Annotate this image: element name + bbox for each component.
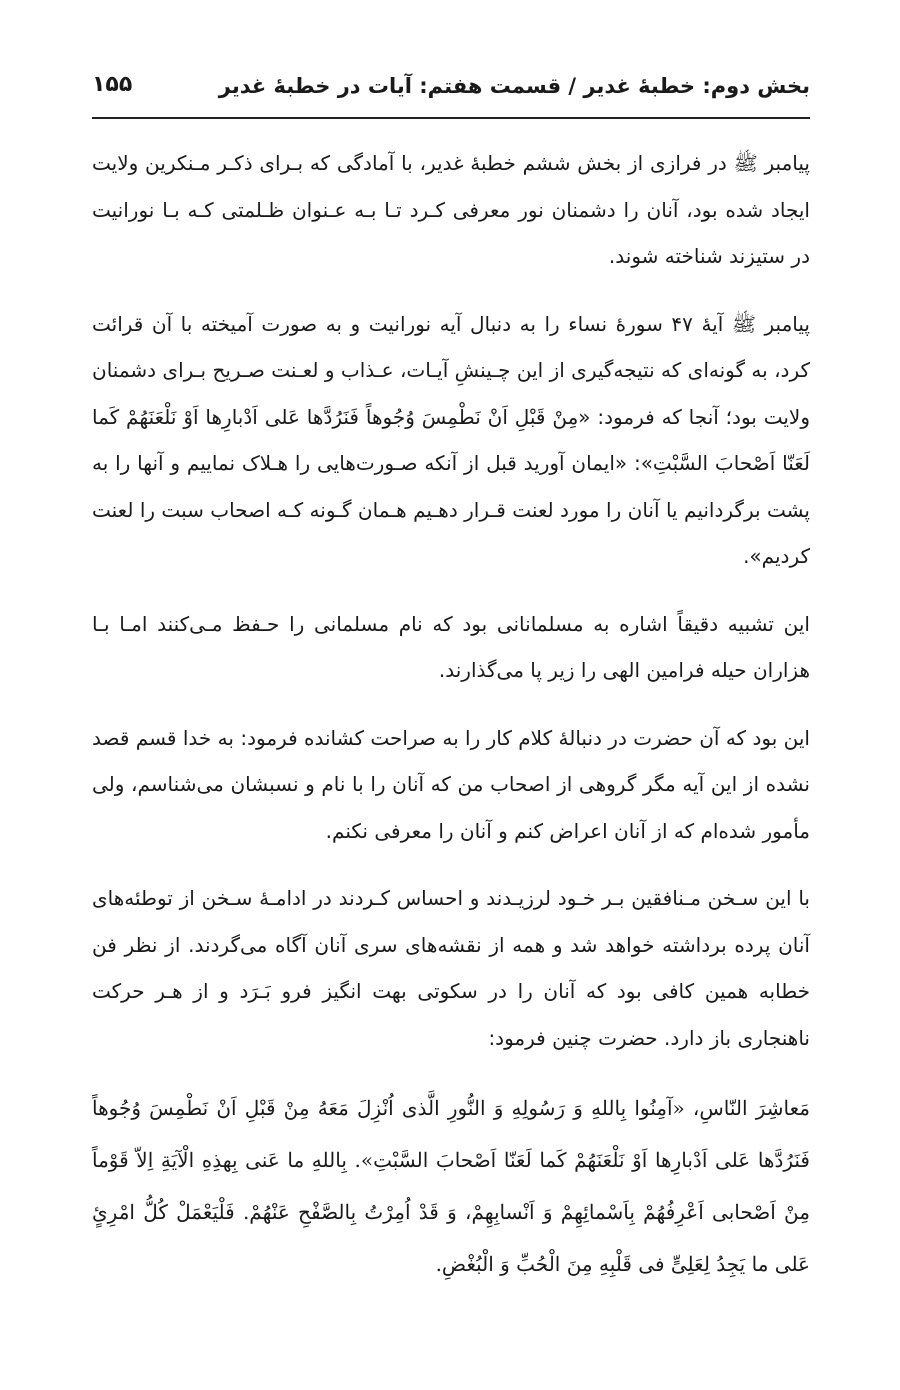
paragraph-5: با این سـخن مـنافقین بـر خـود لرزیـدند و احساس کـردند در ادامـهٔ سـخن از توطئه‌های آنان پرده برداشته خواهد شد و همه از نقشه‌های سری آنان آگاه می‌گردند. از نظر فن خطابه همین کافی بود که آنان را در سکوتی بهت انگیز فرو بَـرَد و از هـر حرکت ناهنجاری باز دارد. حضرت چنین فرمود:	[92, 886, 810, 1050]
paragraph-4: این بود که آن حضرت در دنبالهٔ کلام کار را به صراحت کشانده فرمود: به خدا قسم قصد نشده از این آیه مگر گروهی از اصحاب من که آنان را با نام و نسبشان می‌شناسم، ولی مأمور شده‌ام که از آنان اعراض کنم و آنان را معرفی نکنم.	[92, 725, 810, 843]
page-number: ۱۵۵	[92, 72, 133, 97]
arabic-quote: مَعاشِرَ النّاسِ، «آمِنُوا بِاللهِ وَ رَسُولِهِ وَ النُّورِ الَّذی اُنْزِلَ مَعَهُ مِنْ قَبْلِ اَنْ نَطْمِسَ وُجُوهاً فَنَرُدَّها عَلی اَدْبارِها اَوْ نَلْعَنَهُمْ کَما لَعَنّا اَصْحابَ السَّبْتِ». بِاللهِ ما عَنی بِهذِهِ الْآیَةِ اِلاّ قَوْماً مِنْ اَصْحابی اَعْرِفُهُمْ بِاَسْمائِهِمْ وَ اَنْسابِهِمْ، وَ قَدْ اُمِرْتُ بِالصَّفْحِ عَنْهُمْ. فَلْیَعْمَلْ کُلُّ امْرِئٍ عَلی ما یَجِدُ لِعَلِیٍّ فی قَلْبِهِ مِنَ الْحُبِّ وَ الْبُغْضِ.	[92, 1096, 810, 1276]
page-body	[92, 140, 810, 1290]
header-divider	[92, 117, 810, 119]
running-title: بخش دوم: خطبهٔ غدیر / قسمت هفتم: آیات در خطبهٔ غدیر	[218, 74, 810, 98]
paragraph-3: این تشبیه دقیقاً اشاره به مسلمانانی بود که نام مسلمانی را حـفظ مـی‌کنند امـا بـا هزاران حیله فرامین الهی را زیر پا می‌گذارند.	[92, 611, 810, 682]
paragraph-2: پیامبر ﷺ آیهٔ ۴۷ سورهٔ نساء را به دنبال آیه نورانیت و به صورت آمیخته با آن قرائت کرد، به گونه‌ای که نتیجه‌گیری از این چـینشِ آیـات، عـذاب و لعـنت صـریح بـرای دشمنان ولایت بود؛ آنجا که فرمود: «مِنْ قَبْلِ اَنْ نَطْمِسَ وُجُوهاً فَنَرُدَّها عَلی اَدْبارِها اَوْ نَلْعَنَهُمْ کَما لَعَنّا اَصْحابَ السَّبْتِ»: «ایمان آورید قبل از آنکه صـورت‌هایی را هـلاک نماییم و آنها را به پشت برگردانیم یا آنان را مورد لعنت قـرار دهـیم هـمان گـونه کـه اصحاب سبت را لعنت کردیم».	[92, 311, 810, 568]
paragraph-1: پیامبر ﷺ در فرازی از بخش ششم خطبهٔ غدیر، با آمادگی که بـرای ذکـر مـنکرین ولایت ایجاد شده بود، آنان را دشمنان نور معرفی کـرد تـا بـه عـنوان ظـلمتی کـه بـا نورانیت در ستیزند شناخته شوند.	[92, 151, 810, 268]
page-header	[92, 68, 810, 110]
